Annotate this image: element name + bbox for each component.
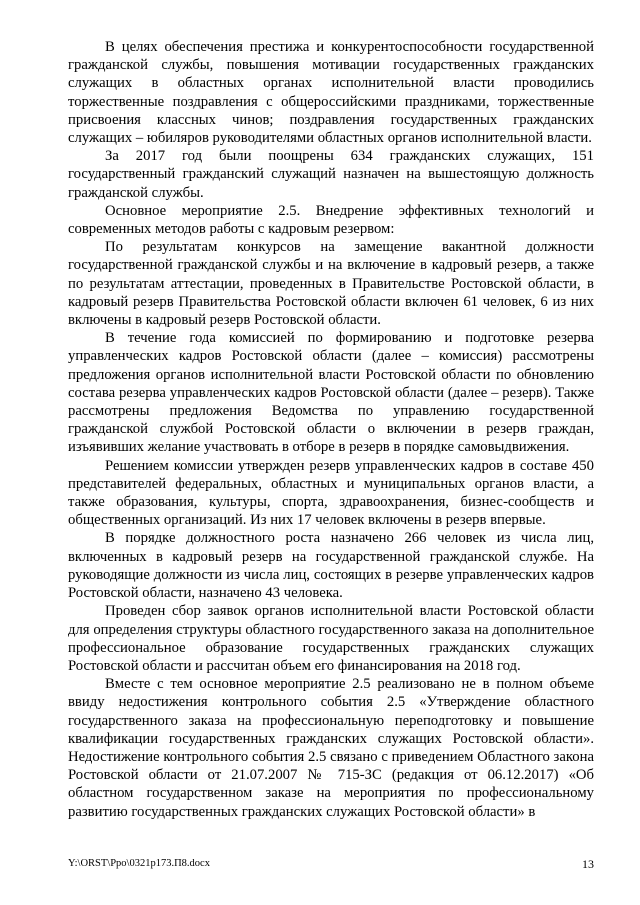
paragraph-measure-incomplete: Вместе с тем основное мероприятие 2.5 реализовано не в полном объеме ввиду недостижения контрольного события 2.5 «Утверждение областного государственного заказа на профессиональную переподготовку и повышение квалификации государственных гражданских служащих Ростовской области». Недостижение контрольного события 2.5 связано с приведением Областного закона Ростовской области от 21.07.2007 № 715-ЗС (редакция от 06.12.2017) «Об областном государственном заказе на мероприятия по профессиональному развитию государственных гражданских служащих Ростовской области» в	[68, 676, 594, 820]
paragraph-career-growth: В порядке должностного роста назначено 266 человек из числа лиц, включенных в кадровый резерв на государственной гражданской службе. На руководящие должности из числа лиц, состоящих в резерве управленческих кадров Ростовской области, назначено 43 человека.	[68, 530, 594, 602]
paragraph-measure-2-5-heading: Основное мероприятие 2.5. Внедрение эффективных технологий и современных методов работы с кадровым резервом:	[68, 202, 594, 238]
paragraph-awards-intro: В целях обеспечения престижа и конкурентоспособности государственной гражданской службы, повышения мотивации государственных гражданских служащих в областных органах исполнительной власти проводились торжественные поздравления с общероссийскими праздниками, торжественные присвоения классных чинов; поздравления государственных гражданских служащих – юбиляров руководителями областных органов исполнительной власти.	[68, 39, 594, 147]
footer-file-path: Y:\ORST\Ppo\0321p173.П8.docx	[68, 858, 210, 869]
paragraph-application-collection: Проведен сбор заявок органов исполнительной власти Ростовской области для определения структуры областного государственного заказа на дополнительное профессиональное образование государственных гражданских служащих Ростовской области и рассчитан объем его финансирования на 2018 год.	[68, 603, 594, 674]
paragraph-competition-results: По результатам конкурсов на замещение вакантной должности государственной гражданской службы и на включение в кадровый резерв, а также по результатам аттестации, проведенных в Правительстве Ростовской области, в кадровый резерв Правительства Ростовской области включен 61 человек, 6 из них включены в кадровый резерв Ростовской области.	[68, 239, 594, 329]
document-body	[68, 38, 594, 821]
footer-page-number: 13	[582, 857, 594, 871]
paragraph-2017-incentives: За 2017 год были поощрены 634 гражданских служащих, 151 государственный гражданский служащий назначен на вышестоящую должность гражданской службы.	[68, 148, 594, 201]
paragraph-reserve-approval: Решением комиссии утвержден резерв управленческих кадров в составе 450 представителей федеральных, областных и муниципальных органов власти, а также образования, культуры, спорта, здравоохранения, бизнес-сообществ и общественных организаций. Из них 17 человек включены в резерв впервые.	[68, 457, 594, 529]
paragraph-commission-review: В течение года комиссией по формированию и подготовке резерва управленческих кадров Ростовской области (далее – комиссия) рассмотрены предложения органов исполнительной власти Ростовской области по обновлению состава резерва управленческих кадров Ростовской области (далее – резерв). Также рассмотрены предложения Ведомства по управлению государственной гражданской службой Ростовской области о включении в резерв граждан, изъявивших желание участвовать в отборе в резерв в порядке самовыдвижения.	[68, 330, 594, 456]
